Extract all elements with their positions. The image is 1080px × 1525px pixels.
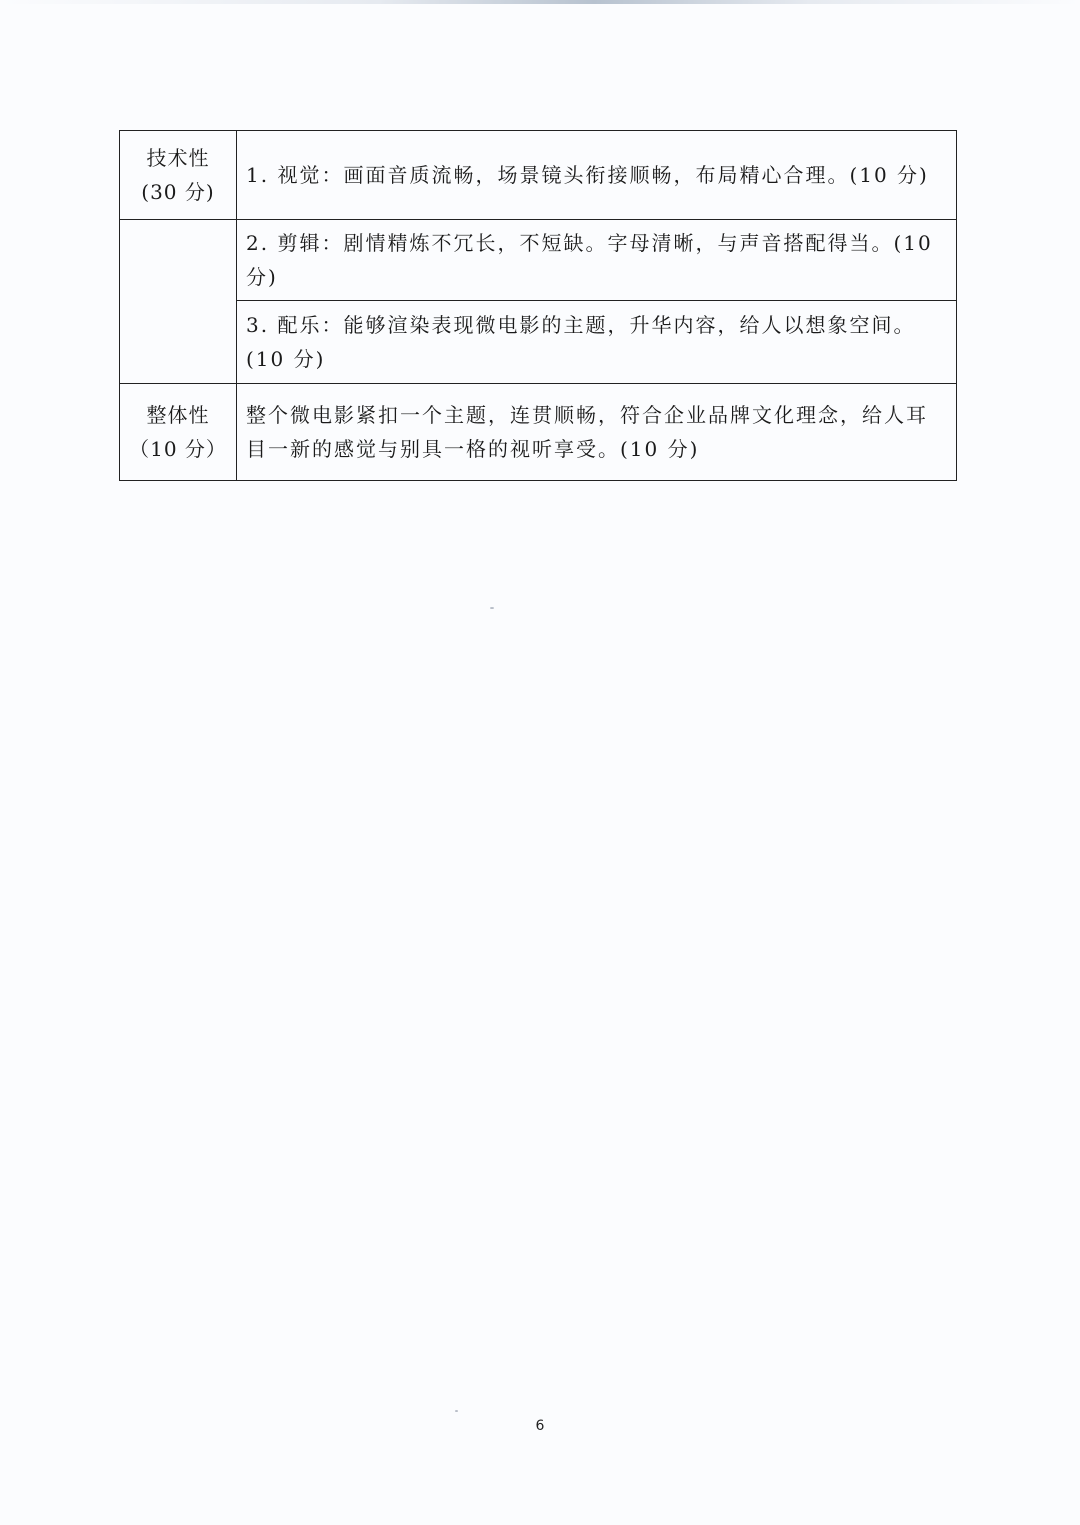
table-row bbox=[120, 220, 957, 301]
page-number: 6 bbox=[535, 1418, 545, 1434]
category-label: 整体性 bbox=[146, 403, 210, 427]
scoring-criteria-table bbox=[119, 130, 957, 481]
category-cell bbox=[120, 131, 237, 220]
category-score: （10 分） bbox=[129, 437, 227, 461]
table-row bbox=[120, 131, 957, 220]
category-label: 技术性 bbox=[146, 146, 210, 170]
scan-edge bbox=[0, 0, 1080, 4]
criterion-cell: 1. 视觉：画面音质流畅，场景镜头衔接顺畅，布局精心合理。(10 分) bbox=[237, 131, 957, 220]
criterion-cell: 3. 配乐：能够渲染表现微电影的主题，升华内容，给人以想象空间。(10 分) bbox=[237, 301, 957, 384]
criterion-cell: 整个微电影紧扣一个主题，连贯顺畅，符合企业品牌文化理念，给人耳目一新的感觉与别具一格的视听享受。(10 分) bbox=[237, 384, 957, 481]
category-cell bbox=[120, 384, 237, 481]
criterion-cell: 2. 剪辑：剧情精炼不冗长，不短缺。字母清晰，与声音搭配得当。(10 分) bbox=[237, 220, 957, 301]
category-score: (30 分) bbox=[141, 180, 215, 204]
category-cell-empty bbox=[120, 220, 237, 384]
table-row bbox=[120, 301, 957, 384]
table-row bbox=[120, 384, 957, 481]
scan-speck bbox=[490, 607, 494, 609]
scan-speck bbox=[455, 1410, 458, 1412]
